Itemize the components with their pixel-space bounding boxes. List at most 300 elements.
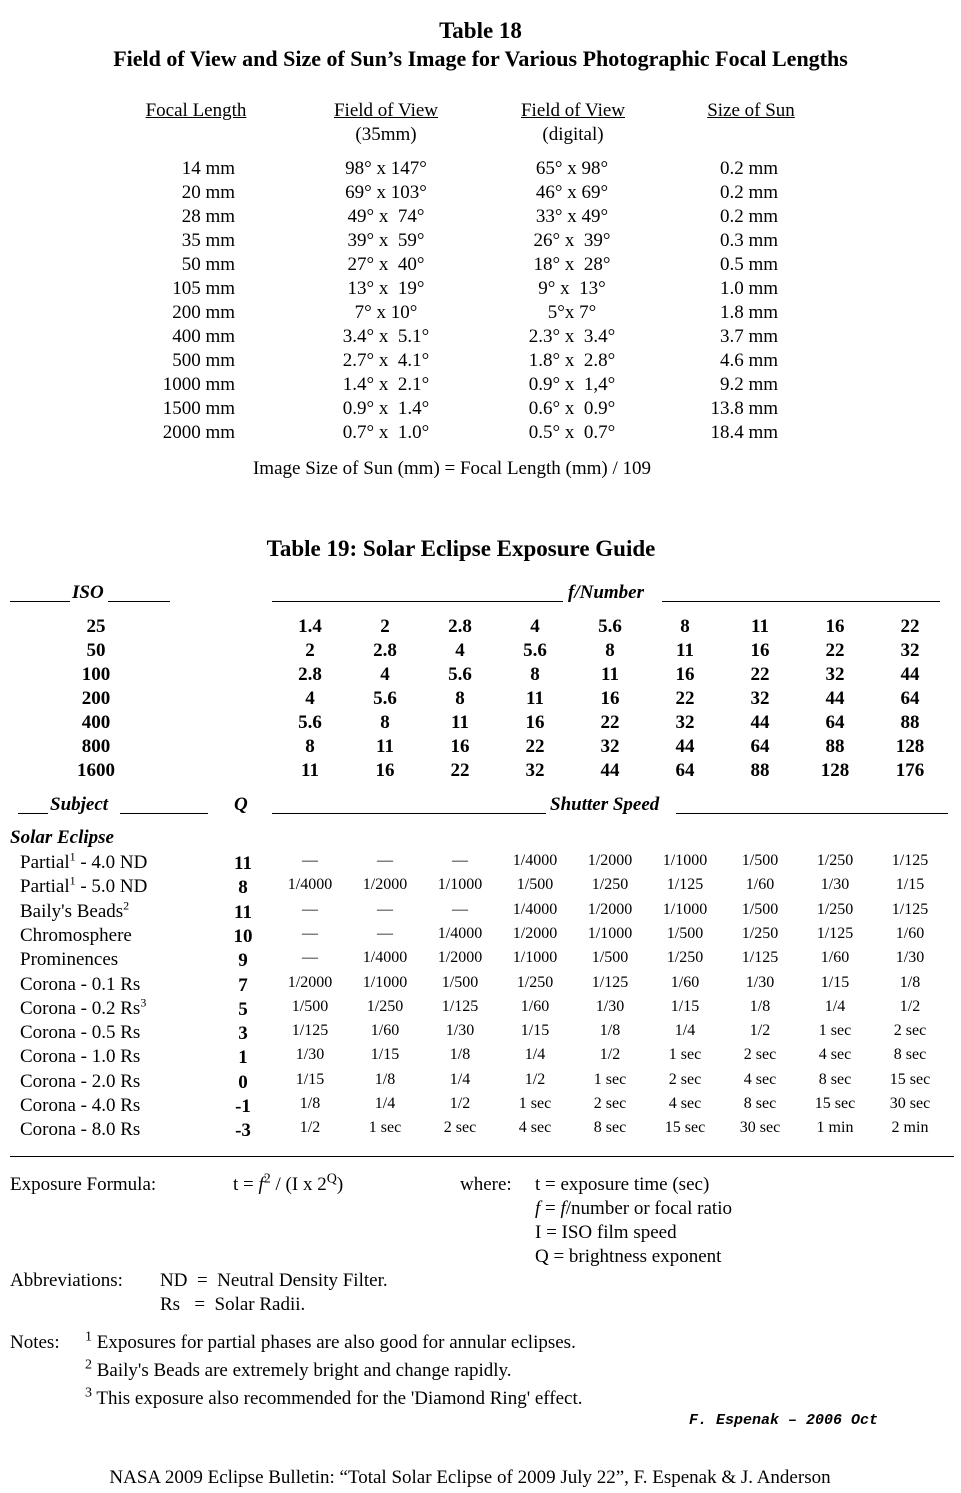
iso-value: 1600: [77, 760, 115, 781]
q-value: -3: [235, 1120, 251, 1142]
def-i: I = ISO film speed: [535, 1222, 677, 1243]
fnumber-cell: 5.6: [298, 712, 322, 733]
fnumber-cell: 8: [680, 616, 690, 637]
shutter-cell: 1/15: [520, 1022, 550, 1040]
shutter-cell: 8 sec: [593, 1119, 627, 1137]
iso-value: 50: [86, 640, 106, 661]
fnumber-cell: 64: [900, 688, 920, 709]
shutter-cell: 1/125: [291, 1022, 329, 1040]
q-value: 8: [238, 877, 248, 899]
shutter-cell: 1/60: [895, 924, 925, 942]
shutter-cell: 1/15: [295, 1070, 325, 1088]
shutter-cell: 1/1000: [587, 924, 633, 942]
fov-35mm-cell: 98° x 147°: [345, 158, 427, 179]
fov-35mm-cell: 7° x 10°: [354, 302, 418, 323]
focal-length-cell: 1500 mm: [162, 398, 235, 419]
fnumber-cell: 16: [750, 640, 770, 661]
formula-close: ): [336, 1174, 344, 1195]
shutter-cell: 1/15: [820, 973, 850, 991]
fnumber-cell: 128: [895, 736, 925, 757]
shutter-cell: 1/30: [895, 949, 925, 967]
fnumber-cell: 22: [525, 736, 545, 757]
shutter-header: Shutter Speed: [550, 794, 660, 815]
sun-size-cell: 0.2 mm: [719, 182, 778, 203]
subject-label: [20, 1071, 220, 1093]
fov-35mm-cell: 39° x 59°: [347, 230, 425, 251]
shutter-cell: 1/2: [449, 1095, 471, 1112]
subject-name: Corona - 0.1 Rs: [20, 973, 141, 995]
focal-length-cell: 2000 mm: [162, 422, 235, 443]
shutter-cell: 1/500: [666, 924, 704, 942]
sun-size-cell: 9.2 mm: [719, 374, 778, 395]
fnumber-cell: 44: [675, 736, 695, 757]
shutter-cell: 1/125: [591, 973, 629, 991]
shutter-cell: 1 sec: [668, 1046, 702, 1064]
subject-name: Corona - 0.5 Rs: [20, 1022, 141, 1044]
def-q: Q = brightness exponent: [535, 1246, 722, 1267]
shutter-cell: 4 sec: [518, 1119, 552, 1137]
shutter-cell: —: [302, 924, 318, 942]
footnote-marker: 2: [123, 898, 130, 913]
fnumber-cell: 16: [375, 760, 395, 781]
fnumber-cell: 11: [676, 640, 694, 661]
fnumber-cell: 8: [380, 712, 390, 733]
focal-length-cell: 200 mm: [172, 302, 235, 323]
shutter-cell: 1 min: [816, 1119, 854, 1137]
sun-size-cell: 1.8 mm: [719, 302, 778, 323]
shutter-cell: 1/4: [674, 1022, 696, 1040]
focal-length-cell: 400 mm: [172, 326, 235, 347]
shutter-cell: 1/2000: [362, 876, 408, 894]
fov-digital-cell: 9° x 13°: [538, 278, 606, 299]
shutter-cell: 1/250: [816, 852, 854, 869]
table19-bottom-rule: [10, 1156, 954, 1157]
shutter-cell: 1/500: [516, 876, 554, 894]
shutter-cell: 4 sec: [743, 1070, 777, 1088]
shutter-cell: 1/500: [741, 900, 779, 918]
shutter-cell: 1/125: [891, 852, 929, 869]
shutter-cell: 1/2: [299, 1119, 321, 1137]
def-f-eq: =: [540, 1198, 561, 1219]
note-text: Exposures for partial phases are also good for annular eclipses.: [92, 1332, 576, 1353]
shutter-cell: 1/2000: [287, 973, 333, 991]
subject-name: Partial: [20, 876, 70, 898]
iso-value: 25: [86, 616, 106, 637]
subject-label: [20, 1022, 220, 1044]
shutter-cell: 1/2000: [587, 852, 633, 869]
shutter-cell: 2 min: [891, 1119, 929, 1137]
fov-35mm-cell: 69° x 103°: [345, 182, 427, 203]
sun-size-cell: 0.2 mm: [719, 158, 778, 179]
fnumber-cell: 32: [675, 712, 695, 733]
shutter-cell: —: [302, 852, 318, 869]
shutter-cell: 1/8: [599, 1022, 621, 1040]
iso-header-rule-right: [108, 601, 170, 602]
shutter-cell: 1/250: [666, 949, 704, 967]
fnumber-cell: 32: [900, 640, 920, 661]
subject-suffix: - 4.0 ND: [75, 852, 148, 873]
subject-header: Subject: [50, 794, 109, 815]
note-number: 3: [85, 1385, 92, 1401]
formula-t: t =: [233, 1174, 259, 1195]
fnumber-cell: 22: [900, 616, 920, 637]
focal-length-cell: 14 mm: [181, 158, 235, 179]
shutter-cell: 1/15: [670, 997, 700, 1015]
fnumber-cell: 32: [750, 688, 770, 709]
fov-35mm-cell: 49° x 74°: [347, 206, 425, 227]
fnumber-cell: 11: [751, 616, 769, 637]
fnumber-cell: 4: [380, 664, 390, 685]
formula-middle: / (I x 2: [270, 1174, 327, 1195]
fnumber-cell: 64: [750, 736, 770, 757]
subject-name: Corona - 2.0 Rs: [20, 1070, 141, 1092]
shutter-cell: 1/500: [741, 852, 779, 869]
subject-label: [20, 1095, 220, 1117]
shutter-cell: 1/2000: [512, 924, 558, 942]
shutter-cell: 1/4: [449, 1070, 471, 1088]
fnumber-rule-right: [662, 601, 940, 602]
fov-digital-cell: 46° x 69°: [535, 182, 609, 203]
fnumber-cell: 8: [530, 664, 540, 685]
iso-value: 400: [81, 712, 111, 733]
fnumber-cell: 32: [600, 736, 620, 757]
subject-label: [20, 995, 220, 1020]
q-value: 5: [238, 998, 248, 1020]
fnumber-cell: 4: [455, 640, 465, 661]
footnote-marker: 1: [69, 873, 76, 888]
fnumber-cell: 16: [525, 712, 545, 733]
fov-digital-cell: 0.5° x 0.7°: [528, 422, 616, 443]
credit: F. Espenak – 2006 Oct: [688, 1412, 878, 1429]
fov-35mm-cell: 0.7° x 1.0°: [342, 422, 430, 443]
sun-size-cell: 1.0 mm: [719, 278, 778, 299]
iso-header: ISO: [72, 582, 104, 603]
fnumber-cell: 88: [900, 712, 920, 733]
def-t: t = exposure time (sec): [535, 1174, 710, 1195]
shutter-cell: 1 sec: [368, 1119, 402, 1137]
shutter-cell: —: [452, 852, 468, 869]
table18-title: Table 18: [439, 18, 522, 43]
table18-subtitle: Field of View and Size of Sun’s Image for Various Photographic Focal Lengths: [113, 46, 848, 71]
shutter-cell: 1/1000: [437, 876, 483, 894]
shutter-cell: 8 sec: [743, 1095, 777, 1112]
shutter-cell: 1/30: [445, 1022, 475, 1040]
fnumber-cell: 11: [601, 664, 619, 685]
sun-size-cell: 4.6 mm: [719, 350, 778, 371]
where-label: where:: [460, 1174, 512, 1195]
fnumber-cell: 32: [825, 664, 845, 685]
shutter-cell: 1 sec: [593, 1070, 627, 1088]
shutter-cell: 1/1000: [362, 973, 408, 991]
fov-digital-cell: 0.9° x 1,4°: [528, 374, 616, 395]
shutter-cell: 1/250: [516, 973, 554, 991]
shutter-cell: 1/30: [820, 876, 850, 894]
fnumber-cell: 11: [376, 736, 394, 757]
subject-label: [20, 949, 220, 971]
shutter-cell: 1/2: [599, 1046, 621, 1064]
shutter-cell: 15 sec: [664, 1119, 706, 1137]
fnumber-cell: 5.6: [523, 640, 547, 661]
shutter-cell: 4 sec: [668, 1095, 702, 1112]
fov-digital-cell: 5°x 7°: [547, 302, 597, 323]
q-header: Q: [234, 794, 248, 815]
subject-name: Corona - 4.0 Rs: [20, 1095, 141, 1116]
shutter-cell: 8 sec: [818, 1070, 852, 1088]
shutter-cell: 1/60: [370, 1022, 400, 1040]
fnumber-cell: 2: [380, 616, 390, 637]
fnumber-cell: 8: [455, 688, 465, 709]
fnumber-cell: 1.4: [298, 616, 322, 637]
table18-header-0: Focal Length: [145, 100, 247, 121]
subject-name: Partial: [20, 852, 70, 873]
subject-name: Corona - 1.0 Rs: [20, 1046, 141, 1068]
q-value: 1: [238, 1047, 248, 1069]
table18-header-2: Field of View: [520, 100, 626, 121]
shutter-cell: 1/60: [820, 949, 850, 967]
shutter-cell: 1/2: [524, 1070, 546, 1088]
section-label: Solar Eclipse: [10, 827, 114, 848]
shutter-cell: 2 sec: [443, 1119, 477, 1137]
shutter-cell: 30 sec: [889, 1095, 931, 1112]
fnumber-cell: 88: [825, 736, 845, 757]
shutter-cell: 1/2: [899, 997, 921, 1015]
fnumber-cell: 176: [895, 760, 925, 781]
table18-header-3: Size of Sun: [707, 100, 795, 121]
abbreviations-label: Abbreviations:: [10, 1270, 123, 1291]
subject-suffix: - 5.0 ND: [75, 876, 148, 898]
shutter-cell: 1/2000: [587, 900, 633, 918]
shutter-cell: 1/125: [891, 900, 929, 918]
shutter-cell: 1/4000: [437, 924, 483, 942]
fnumber-cell: 5.6: [598, 616, 622, 637]
sun-size-cell: 0.3 mm: [719, 230, 778, 251]
abbreviation-rs: Rs = Solar Radii.: [160, 1294, 306, 1315]
fnumber-cell: 11: [301, 760, 319, 781]
sun-size-cell: 0.5 mm: [719, 254, 778, 275]
shutter-cell: 15 sec: [814, 1095, 856, 1112]
footer-citation: NASA 2009 Eclipse Bulletin: “Total Solar Eclipse of 2009 July 22”, F. Espenak & J. Anderson: [109, 1467, 831, 1488]
shutter-cell: 30 sec: [739, 1119, 781, 1137]
shutter-cell: 1/4000: [512, 852, 558, 869]
fnumber-cell: 16: [675, 664, 695, 685]
fnumber-cell: 128: [820, 760, 850, 781]
def-f-symbol: f: [535, 1198, 541, 1219]
def-f: [535, 1198, 732, 1220]
def-f-rest: /number or focal ratio: [565, 1198, 732, 1219]
fnumber-cell: 8: [605, 640, 615, 661]
note-number: 2: [85, 1357, 92, 1373]
shutter-cell: 1/8: [749, 997, 771, 1015]
fnumber-cell: 44: [825, 688, 845, 709]
shutter-cell: 1/250: [366, 997, 404, 1015]
fov-digital-cell: 0.6° x 0.9°: [528, 398, 616, 419]
shutter-cell: 1/30: [745, 973, 775, 991]
shutter-rule-right: [676, 813, 948, 814]
subject-label: [20, 1046, 220, 1068]
focal-length-cell: 28 mm: [181, 206, 235, 227]
formula-f: f: [258, 1174, 264, 1195]
subject-label: [20, 898, 220, 923]
table18-header-2-sub: (digital): [542, 124, 604, 145]
shutter-cell: 1/250: [741, 924, 779, 942]
note-number: 1: [85, 1329, 92, 1345]
focal-length-cell: 105 mm: [172, 278, 235, 299]
fov-35mm-cell: 1.4° x 2.1°: [342, 374, 430, 395]
fnumber-cell: 22: [600, 712, 620, 733]
fnumber-cell: 5.6: [373, 688, 397, 709]
fov-35mm-cell: 27° x 40°: [347, 254, 425, 275]
q-value: 0: [238, 1071, 248, 1093]
fov-digital-cell: 33° x 49°: [535, 206, 609, 227]
fov-digital-cell: 65° x 98°: [535, 158, 609, 179]
focal-length-cell: 500 mm: [172, 350, 235, 371]
shutter-cell: 2 sec: [743, 1046, 777, 1064]
footnote-marker: 1: [69, 849, 76, 864]
shutter-cell: 1/60: [745, 876, 775, 894]
shutter-cell: 1/8: [299, 1095, 321, 1112]
fnumber-header: f/Number: [568, 582, 644, 603]
fnumber-cell: 11: [451, 712, 469, 733]
shutter-cell: —: [302, 900, 318, 918]
exposure-formula: [233, 1171, 344, 1196]
subject-name: Chromosphere: [20, 924, 132, 946]
shutter-cell: —: [452, 900, 468, 918]
fnumber-cell: 16: [600, 688, 620, 709]
fnumber-cell: 22: [675, 688, 695, 709]
shutter-cell: 1/8: [374, 1070, 396, 1088]
shutter-cell: 1/4000: [287, 876, 333, 894]
sun-size-cell: 0.2 mm: [719, 206, 778, 227]
fnumber-cell: 8: [305, 736, 315, 757]
q-value: 3: [238, 1023, 248, 1045]
fnumber-cell: 44: [900, 664, 920, 685]
formula-q-exp: Q: [326, 1171, 337, 1187]
fnumber-cell: 5.6: [448, 664, 472, 685]
iso-header-rule: [10, 601, 70, 602]
shutter-cell: 1/4: [824, 997, 846, 1015]
def-f-symbol2: f: [560, 1198, 566, 1219]
fov-35mm-cell: 13° x 19°: [347, 278, 425, 299]
subject-rule-right: [120, 813, 208, 814]
table18-header-1: Field of View: [333, 100, 439, 121]
focal-length-cell: 50 mm: [181, 254, 235, 275]
footnote-marker: 3: [140, 995, 147, 1010]
shutter-cell: —: [377, 924, 393, 942]
subject-name: Prominences: [20, 949, 119, 971]
fnumber-cell: 44: [600, 760, 620, 781]
focal-length-cell: 1000 mm: [162, 374, 235, 395]
fnumber-cell: 22: [450, 760, 470, 781]
focal-length-cell: 20 mm: [181, 182, 235, 203]
shutter-cell: 1/2000: [437, 949, 483, 967]
fov-digital-cell: 1.8° x 2.8°: [528, 350, 616, 371]
shutter-cell: 1/60: [670, 973, 700, 991]
fnumber-cell: 16: [450, 736, 470, 757]
formula-f-exp: 2: [263, 1171, 271, 1187]
fnumber-cell: 88: [750, 760, 770, 781]
shutter-cell: 1/125: [666, 876, 704, 894]
shutter-cell: 1/250: [591, 876, 629, 894]
table19-title: Table 19: Solar Eclipse Exposure Guide: [266, 536, 656, 561]
note-text: Baily's Beads are extremely bright and change rapidly.: [92, 1360, 512, 1381]
shutter-cell: 1/1000: [662, 900, 708, 918]
iso-value: 100: [81, 664, 111, 685]
shutter-cell: 1/1000: [512, 949, 558, 967]
fnumber-cell: 2.8: [373, 640, 397, 661]
subject-name: Corona - 0.2 Rs: [20, 997, 141, 1019]
fnumber-cell: 4: [530, 616, 540, 637]
fov-digital-cell: 18° x 28°: [533, 254, 611, 275]
q-value: 9: [238, 950, 248, 972]
shutter-cell: 1/30: [595, 997, 625, 1015]
fnumber-cell: 64: [675, 760, 695, 781]
fnumber-cell: 32: [525, 760, 545, 781]
shutter-cell: 2 sec: [668, 1070, 702, 1088]
focal-length-cell: 35 mm: [181, 230, 235, 251]
fnumber-cell: 16: [825, 616, 845, 637]
fov-35mm-cell: 0.9° x 1.4°: [342, 398, 430, 419]
shutter-cell: —: [377, 852, 393, 869]
fnumber-cell: 2: [305, 640, 315, 661]
shutter-cell: 1 sec: [818, 1022, 852, 1040]
sun-size-cell: 3.7 mm: [719, 326, 778, 347]
fnumber-cell: 2.8: [298, 664, 322, 685]
shutter-cell: 1/4000: [512, 900, 558, 918]
shutter-cell: —: [377, 900, 393, 918]
subject-rule-left: [18, 813, 48, 814]
shutter-cell: 1 sec: [518, 1095, 552, 1112]
shutter-cell: 4 sec: [818, 1046, 852, 1064]
fnumber-cell: 4: [305, 688, 315, 709]
subject-label: [20, 849, 220, 874]
q-value: 10: [233, 925, 253, 947]
shutter-cell: 1/30: [295, 1046, 325, 1064]
fnumber-cell: 22: [825, 640, 845, 661]
table18-header-1-sub: (35mm): [355, 124, 417, 145]
shutter-cell: 1/250: [816, 900, 854, 918]
abbreviation-nd: ND = Neutral Density Filter.: [160, 1270, 388, 1291]
shutter-cell: 15 sec: [889, 1070, 931, 1088]
sun-size-cell: 18.4 mm: [710, 422, 778, 443]
shutter-cell: —: [302, 949, 318, 967]
fnumber-rule-left: [272, 601, 563, 602]
subject-label: [20, 873, 220, 898]
notes-label: Notes:: [10, 1332, 60, 1353]
sun-size-cell: 13.8 mm: [710, 398, 778, 419]
q-value: 11: [234, 901, 252, 923]
shutter-cell: 2 sec: [893, 1022, 927, 1040]
q-value: -1: [235, 1096, 251, 1117]
note-2: [85, 1357, 785, 1382]
shutter-cell: 1/1000: [662, 852, 708, 869]
shutter-cell: 1/8: [899, 973, 921, 991]
fnumber-cell: 11: [526, 688, 544, 709]
fnumber-cell: 2.8: [448, 616, 472, 637]
q-value: 11: [234, 853, 252, 874]
fov-35mm-cell: 3.4° x 5.1°: [342, 326, 430, 347]
shutter-cell: 1/500: [591, 949, 629, 967]
shutter-cell: 1/60: [520, 997, 550, 1015]
shutter-cell: 1/2: [749, 1022, 771, 1040]
shutter-cell: 8 sec: [893, 1046, 927, 1064]
fnumber-cell: 22: [750, 664, 770, 685]
shutter-cell: 1/15: [370, 1046, 400, 1064]
subject-label: [20, 1119, 220, 1141]
fnumber-cell: 64: [825, 712, 845, 733]
shutter-cell: 1/125: [441, 997, 479, 1015]
fov-35mm-cell: 2.7° x 4.1°: [342, 350, 430, 371]
shutter-cell: 1/4: [374, 1095, 396, 1112]
